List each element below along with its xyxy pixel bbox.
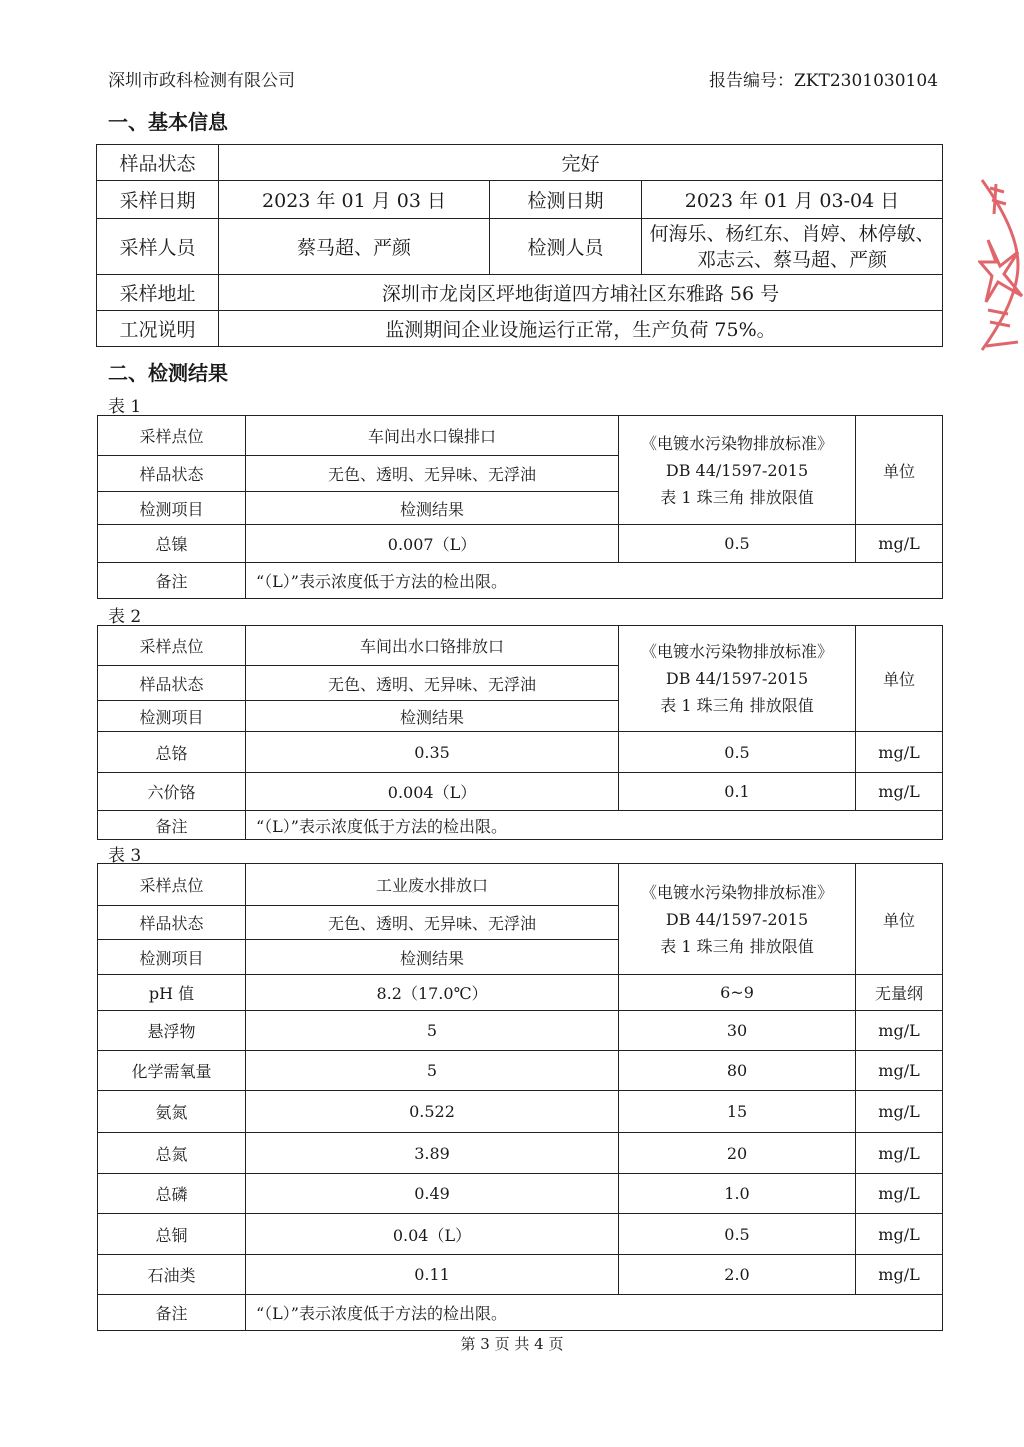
unit-value: mg/L [856,1091,943,1133]
result-value: 0.11 [246,1255,619,1295]
limit-value: 1.0 [619,1174,856,1214]
standard-line-2: DB 44/1597-2015 [665,460,809,480]
table1-status-value: 无色、透明、无异味、无浮油 [246,456,619,492]
table-row [98,1091,943,1133]
limit-value: 30 [619,1011,856,1051]
info-row-personnel [97,219,943,275]
result-value: 3.89 [246,1133,619,1174]
tester-value [642,219,943,275]
tester-line-1: 何海乐、杨红东、肖婷、林停敏、 [649,222,935,245]
table-row [98,1011,943,1051]
unit-value: mg/L [856,1051,943,1091]
condition-label: 工况说明 [97,311,219,347]
limit-value: 6~9 [619,975,856,1011]
table-row [98,1255,943,1295]
table3-label: 表 3 [108,846,142,866]
item-name: 氨氮 [98,1091,246,1133]
unit-value: mg/L [856,773,943,811]
table3-remark-row [98,1295,943,1331]
standard-line-3: 表 1 珠三角 排放限值 [660,696,814,715]
result-value: 0.004（L） [246,773,619,811]
unit-value: mg/L [856,1255,943,1295]
unit-value: mg/L [856,1174,943,1214]
table-row [98,732,943,773]
limit-value: 15 [619,1091,856,1133]
item-name: 化学需氧量 [98,1051,246,1091]
address-label: 采样地址 [97,275,219,311]
standard-line-3: 表 1 珠三角 排放限值 [660,487,814,507]
results-table-2 [97,625,943,840]
result-value: 0.522 [246,1091,619,1133]
limit-value: 80 [619,1051,856,1091]
item-header: 检测项目 [98,701,246,732]
unit-value: mg/L [856,1214,943,1255]
test-date-value: 2023 年 01 月 03-04 日 [642,181,943,219]
sampler-value: 蔡马超、严颜 [219,219,490,275]
test-date-label: 检测日期 [490,181,642,219]
item-name: pH 值 [98,975,246,1011]
results-table-3 [97,863,943,1331]
remark-label: 备注 [98,811,246,840]
limit-value: 0.5 [619,1214,856,1255]
sampling-date-value: 2023 年 01 月 03 日 [219,181,490,219]
table2-point-value: 车间出水口铬排放口 [246,626,619,666]
table1-label: 表 1 [108,397,142,417]
remark-note: “（L）”表示浓度低于方法的检出限。 [246,563,943,599]
seal-shapes [980,180,1022,350]
table2-status-value: 无色、透明、无异味、无浮油 [246,666,619,701]
table-row [98,773,943,811]
table3-point-value: 工业废水排放口 [246,864,619,906]
item-name: 总磷 [98,1174,246,1214]
point-label: 采样点位 [98,626,246,666]
item-name: 总铬 [98,732,246,773]
table2-remark-row [98,811,943,840]
sample-status-label: 样品状态 [97,145,219,181]
sample-status-value: 完好 [219,145,943,181]
limit-value: 0.1 [619,773,856,811]
remark-note: “（L）”表示浓度低于方法的检出限。 [246,1295,943,1331]
condition-value: 监测期间企业设施运行正常，生产负荷 75%。 [219,311,943,347]
item-name: 总镍 [98,525,246,563]
limit-value: 0.5 [619,732,856,773]
info-row-dates [97,181,943,219]
section-results-title: 二、检测结果 [108,361,228,385]
table-row [98,1051,943,1091]
table-row [98,1133,943,1174]
status-label: 样品状态 [98,906,246,940]
info-row-address [97,275,943,311]
standard-cell [619,416,856,525]
tester-line-2: 邓志云、蔡马超、严颜 [696,248,887,271]
table-row [98,525,943,563]
table-row [98,1214,943,1255]
unit-value: mg/L [856,1011,943,1051]
result-header: 检测结果 [246,940,619,975]
report-number: 报告编号：ZKT2301030104 [709,71,939,91]
result-header: 检测结果 [246,492,619,525]
status-label: 样品状态 [98,666,246,701]
result-header: 检测结果 [246,701,619,732]
table2-point-row [98,626,943,666]
table1-point-row [98,416,943,456]
table-row [98,975,943,1011]
item-name: 石油类 [98,1255,246,1295]
item-name: 总铜 [98,1214,246,1255]
unit-value: mg/L [856,1133,943,1174]
standard-line-1: 《电镀水污染物排放标准》 [640,642,833,661]
sampler-label: 采样人员 [97,219,219,275]
remark-note: “（L）”表示浓度低于方法的检出限。 [246,811,943,840]
address-value: 深圳市龙岗区坪地街道四方埔社区东雅路 56 号 [219,275,943,311]
info-row-status [97,145,943,181]
remark-label: 备注 [98,563,246,599]
table-row [98,1174,943,1214]
point-label: 采样点位 [98,864,246,906]
item-header: 检测项目 [98,492,246,525]
item-name: 悬浮物 [98,1011,246,1051]
standard-line-2: DB 44/1597-2015 [665,669,809,688]
standard-line-1: 《电镀水污染物排放标准》 [640,433,833,453]
basic-info-table [96,144,943,347]
remark-label: 备注 [98,1295,246,1331]
table1-point-value: 车间出水口镍排口 [246,416,619,456]
limit-value: 20 [619,1133,856,1174]
seal-stamp-icon [978,170,1024,360]
limit-value: 0.5 [619,525,856,563]
point-label: 采样点位 [98,416,246,456]
results-table-1 [97,415,943,599]
standard-line-3: 表 1 珠三角 排放限值 [660,936,814,956]
status-label: 样品状态 [98,456,246,492]
unit-value: mg/L [856,525,943,563]
table2-label: 表 2 [108,607,142,627]
result-value: 0.007（L） [246,525,619,563]
section-basic-info-title: 一、基本信息 [108,110,228,134]
result-value: 0.04（L） [246,1214,619,1255]
item-name: 总氮 [98,1133,246,1174]
unit-header: 单位 [856,416,943,525]
item-name: 六价铬 [98,773,246,811]
seal-mark-top [990,184,1006,214]
result-value: 0.49 [246,1174,619,1214]
unit-value: mg/L [856,732,943,773]
page-number: 第 3 页 共 4 页 [460,1335,564,1353]
result-value: 5 [246,1051,619,1091]
result-value: 8.2（17.0℃） [246,975,619,1011]
standard-line-2: DB 44/1597-2015 [665,909,809,929]
company-name: 深圳市政科检测有限公司 [108,71,295,91]
info-row-condition [97,311,943,347]
unit-header: 单位 [856,864,943,975]
standard-cell [619,864,856,975]
table3-status-value: 无色、透明、无异味、无浮油 [246,906,619,940]
limit-value: 2.0 [619,1255,856,1295]
tester-label: 检测人员 [490,219,642,275]
result-value: 5 [246,1011,619,1051]
unit-header: 单位 [856,626,943,732]
standard-line-1: 《电镀水污染物排放标准》 [640,882,833,902]
table3-point-row [98,864,943,906]
standard-cell [619,626,856,732]
sampling-date-label: 采样日期 [97,181,219,219]
item-header: 检测项目 [98,940,246,975]
unit-value: 无量纲 [856,975,943,1011]
result-value: 0.35 [246,732,619,773]
table1-remark-row [98,563,943,599]
